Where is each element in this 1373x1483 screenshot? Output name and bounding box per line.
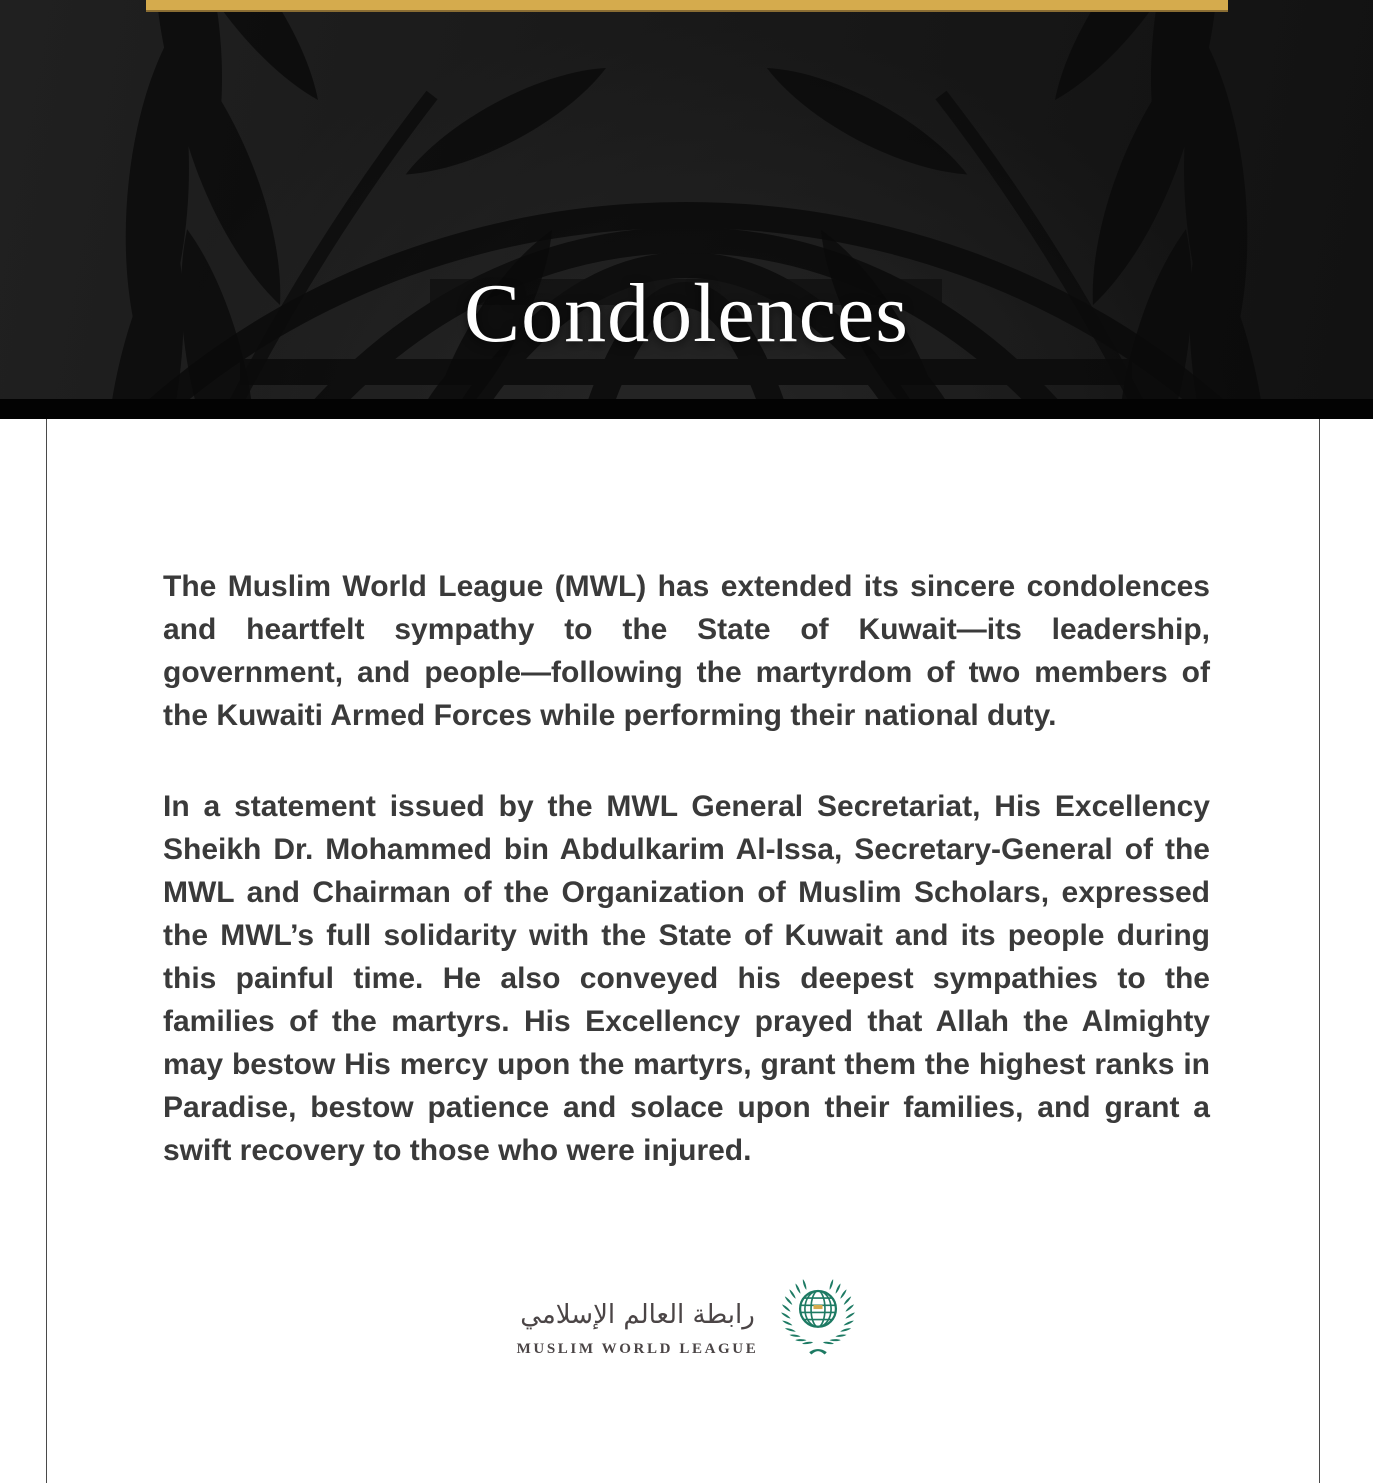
header-divider-band [0,399,1373,419]
logo-text-column [517,1296,759,1358]
document-page [0,419,1373,1483]
gold-accent-bar [146,0,1228,12]
mwl-logo-lockup [0,1272,1373,1358]
page-left-border [46,419,47,1483]
page-title: Condolences [464,267,909,360]
paragraph-1: The Muslim World League (MWL) has extended its sincere condolences and heartfelt sympathy to the State of Kuwait—its leadership, government, and people—following the martyrdom of two members of the Kuwaiti Armed Forces while performing their national duty. [163,570,1210,732]
wreath-globe-icon [780,1272,856,1358]
paragraph-2: In a statement issued by the MWL General Secretariat, His Excellency Sheikh Dr. Mohammed bin Abdulkarim Al-Issa, Secretary-General of the MWL and Chairman of the Organization of Muslim Scholars, expressed the MWL’s full solidarity with the State of Kuwait and its people during this painful time. He also conveyed his deepest sympathies to the families of the martyrs. His Excellency prayed that Allah the Almighty may bestow His mercy upon the martyrs, grant them the highest ranks in Paradise, bestow patience and solace upon their families, and grant a swift recovery to those who were injured. [163,790,1210,1167]
condolence-statement [0,419,1373,1172]
page-right-border [1319,419,1320,1483]
logo-arabic-name: رابطة العالم الإسلامي [520,1300,755,1330]
logo-english-name: MUSLIM WORLD LEAGUE [516,1341,759,1357]
header-banner [0,0,1373,399]
